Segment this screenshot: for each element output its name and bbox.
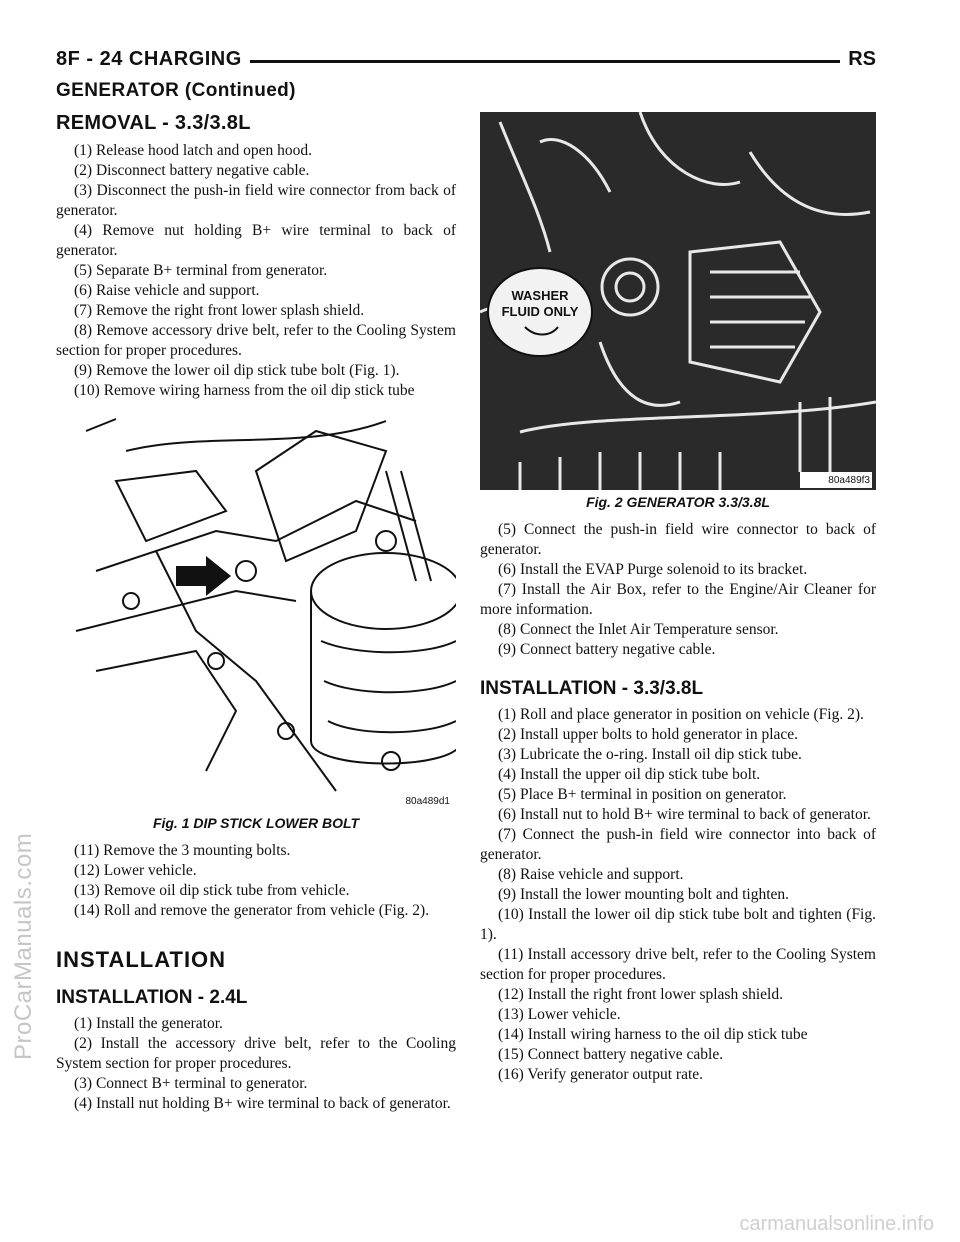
- figure-1-caption: Fig. 1 DIP STICK LOWER BOLT: [152, 815, 360, 831]
- removal-heading: REMOVAL - 3.3/3.8L: [56, 112, 251, 134]
- install-step: (10) Install the lower oil dip stick tube bolt and tighten (Fig. 1).: [480, 906, 876, 943]
- removal-step: (1) Release hood latch and open hood.: [74, 142, 313, 159]
- dipstick-bolt-illustration: [56, 411, 456, 811]
- removal-step: (5) Separate B+ terminal from generator.: [74, 262, 328, 279]
- right-column: [480, 112, 876, 1085]
- install-step: (12) Install the right front lower splash shield.: [498, 986, 783, 1003]
- removal-step: (11) Remove the 3 mounting bolts.: [74, 842, 291, 859]
- install-step: (14) Install wiring harness to the oil dip stick tube: [498, 1026, 808, 1043]
- removal-step: (12) Lower vehicle.: [74, 862, 197, 879]
- install-step: (1) Install the generator.: [74, 1015, 223, 1032]
- removal-step: (2) Disconnect battery negative cable.: [74, 162, 310, 179]
- header-model-code: RS: [840, 48, 876, 71]
- svg-text:FLUID ONLY: FLUID ONLY: [501, 304, 579, 319]
- install-step: (15) Connect battery negative cable.: [498, 1046, 724, 1063]
- page-header: [56, 48, 876, 74]
- install-step: (2) Install the accessory drive belt, refer to the Cooling System section for proper procedures.: [56, 1035, 456, 1072]
- install-step: (4) Install nut holding B+ wire terminal to back of generator.: [74, 1095, 451, 1112]
- figure-2-code: 80a489f3: [828, 475, 870, 486]
- install-step: (9) Connect battery negative cable.: [498, 641, 716, 658]
- svg-text:WASHER: WASHER: [511, 288, 569, 303]
- removal-step: (14) Roll and remove the generator from vehicle (Fig. 2).: [74, 902, 430, 919]
- figure-1-code: 80a489d1: [405, 796, 450, 807]
- side-watermark: ProCarManuals.com: [10, 832, 37, 1060]
- install-step: (8) Raise vehicle and support.: [498, 866, 684, 883]
- installation-3-3-3-8l-heading: INSTALLATION - 3.3/3.8L: [480, 678, 704, 699]
- install-step: (6) Install nut to hold B+ wire terminal to back of generator.: [498, 806, 871, 823]
- install-step: (5) Place B+ terminal in position on generator.: [498, 786, 787, 803]
- removal-step: (9) Remove the lower oil dip stick tube bolt (Fig. 1).: [74, 362, 400, 379]
- install-step: (5) Connect the push-in field wire connector to back of generator.: [480, 521, 876, 558]
- removal-step: (4) Remove nut holding B+ wire terminal to back of generator.: [56, 222, 456, 259]
- installation-heading: INSTALLATION: [56, 947, 227, 972]
- removal-step: (7) Remove the right front lower splash shield.: [74, 302, 365, 319]
- install-step: (7) Install the Air Box, refer to the Engine/Air Cleaner for more information.: [480, 581, 876, 618]
- generator-illustration: [480, 112, 876, 490]
- install-step: (13) Lower vehicle.: [498, 1006, 621, 1023]
- install-step: (7) Connect the push-in field wire connector into back of generator.: [480, 826, 876, 863]
- figure-2-caption: Fig. 2 GENERATOR 3.3/3.8L: [586, 494, 770, 510]
- bottom-watermark: carmanualsonline.info: [739, 1213, 934, 1235]
- removal-step: (8) Remove accessory drive belt, refer to the Cooling System section for proper procedures.: [56, 322, 456, 359]
- install-step: (16) Verify generator output rate.: [498, 1066, 704, 1083]
- install-step: (1) Roll and place generator in position on vehicle (Fig. 2).: [498, 706, 864, 723]
- removal-step: (10) Remove wiring harness from the oil dip stick tube: [74, 382, 415, 399]
- install-step: (8) Connect the Inlet Air Temperature sensor.: [498, 621, 779, 638]
- install-step: (3) Connect B+ terminal to generator.: [74, 1075, 308, 1092]
- section-continued-title: GENERATOR (Continued): [56, 80, 296, 101]
- install-step: (2) Install upper bolts to hold generator in place.: [498, 726, 799, 743]
- install-step: (9) Install the lower mounting bolt and tighten.: [498, 886, 790, 903]
- installation-2-4l-heading: INSTALLATION - 2.4L: [56, 987, 248, 1008]
- install-step: (11) Install accessory drive belt, refer to the Cooling System section for proper procedures.: [480, 946, 876, 983]
- figure-1: [56, 411, 456, 811]
- left-column: [56, 112, 456, 1114]
- removal-step: (13) Remove oil dip stick tube from vehicle.: [74, 882, 350, 899]
- removal-step: (3) Disconnect the push-in field wire connector from back of generator.: [56, 182, 456, 219]
- install-step: (4) Install the upper oil dip stick tube bolt.: [498, 766, 761, 783]
- removal-step: (6) Raise vehicle and support.: [74, 282, 260, 299]
- header-section-title: 8F - 24 CHARGING: [56, 48, 250, 71]
- install-step: (6) Install the EVAP Purge solenoid to its bracket.: [498, 561, 808, 578]
- install-step: (3) Lubricate the o-ring. Install oil dip stick tube.: [498, 746, 802, 763]
- figure-2: [480, 112, 876, 490]
